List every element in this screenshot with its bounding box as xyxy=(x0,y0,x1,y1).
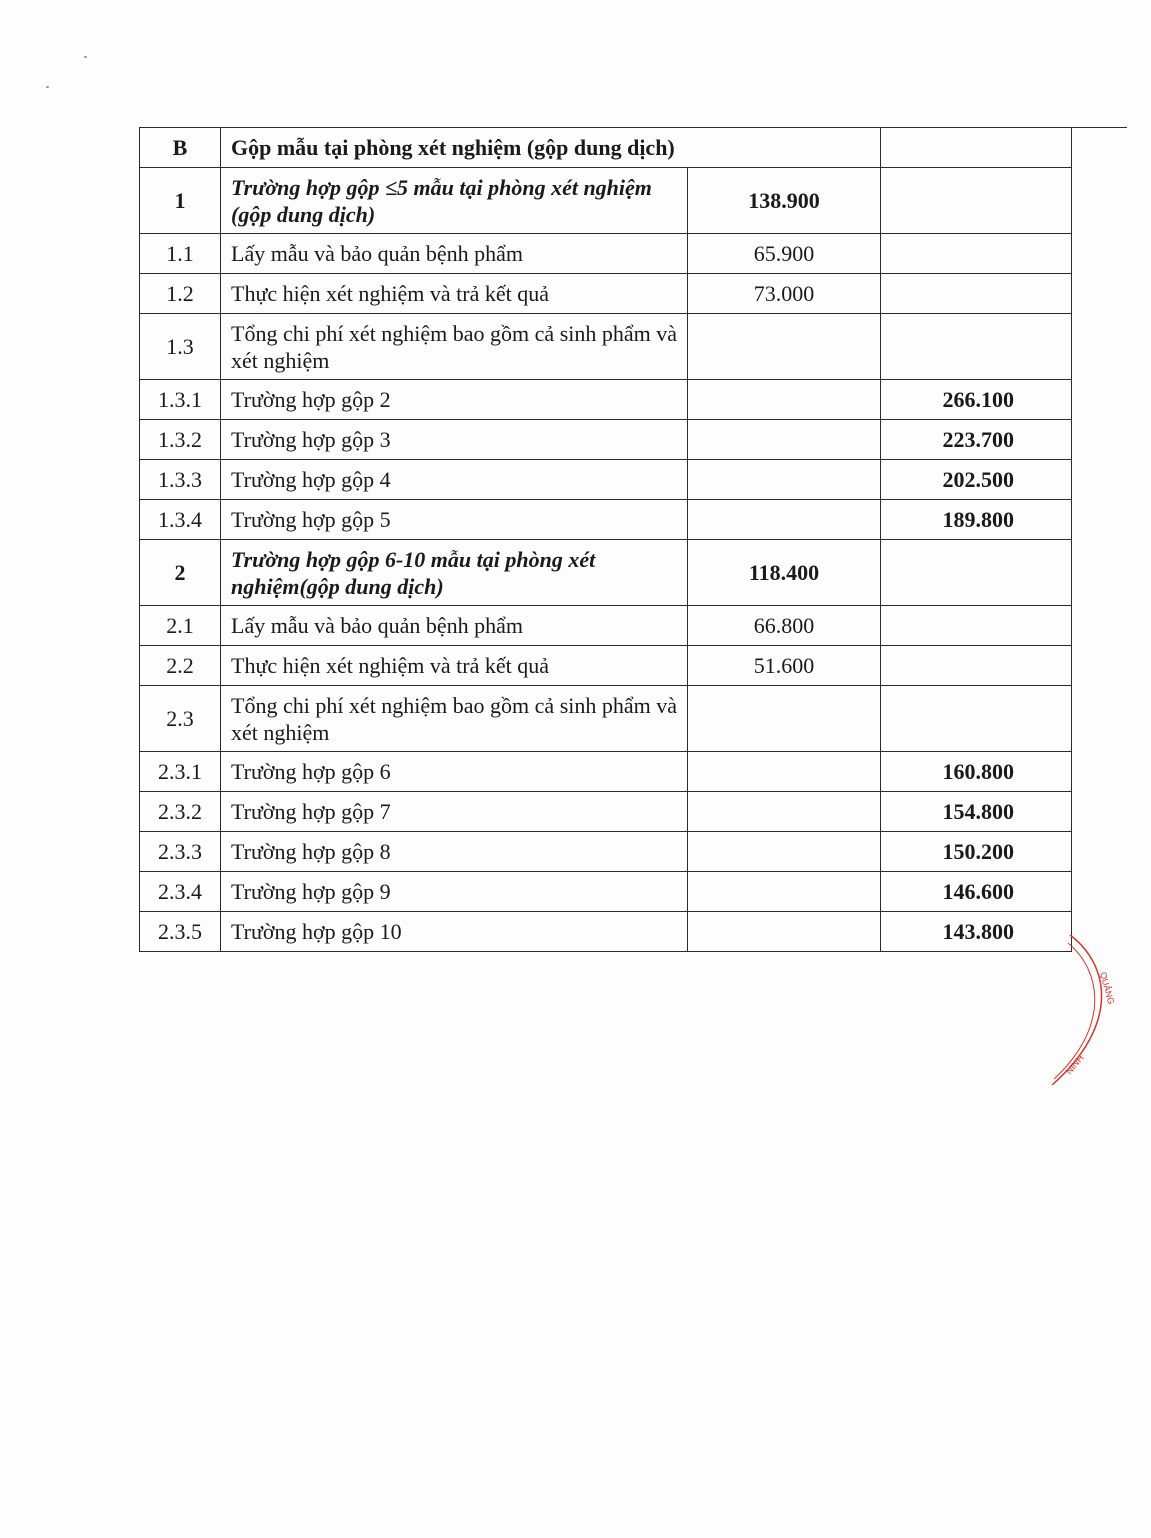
row-extra-cell xyxy=(1072,540,1127,606)
row-unit-price xyxy=(688,420,881,460)
row-total-price: 189.800 xyxy=(881,500,1072,540)
row-extra-cell xyxy=(1072,686,1127,752)
seal-text-bottom: NINH xyxy=(1063,1053,1086,1077)
row-number: 1 xyxy=(140,168,221,234)
row-description: Trường hợp gộp 5 xyxy=(221,500,688,540)
row-description: Lấy mẫu và bảo quản bệnh phẩm xyxy=(221,234,688,274)
row-number: 1.3 xyxy=(140,314,221,380)
row-extra-cell xyxy=(1072,500,1127,540)
table-row xyxy=(140,500,1127,540)
table-row xyxy=(140,792,1127,832)
scan-speck xyxy=(46,86,49,88)
section-header-row xyxy=(140,128,1127,168)
table-row xyxy=(140,646,1127,686)
row-extra-cell xyxy=(1072,420,1127,460)
table-row xyxy=(140,420,1127,460)
row-total-price xyxy=(881,274,1072,314)
row-unit-price xyxy=(688,912,881,952)
row-total-price xyxy=(881,646,1072,686)
row-total-price: 160.800 xyxy=(881,752,1072,792)
row-total-price xyxy=(881,314,1072,380)
row-number: 1.3.3 xyxy=(140,460,221,500)
row-total-price: 202.500 xyxy=(881,460,1072,500)
row-unit-price: 51.600 xyxy=(688,646,881,686)
seal-text-top: QUẢNG xyxy=(1098,970,1117,1006)
row-extra-cell xyxy=(1072,752,1127,792)
row-number: 2.1 xyxy=(140,606,221,646)
section-title: Gộp mẫu tại phòng xét nghiệm (gộp dung dịch) xyxy=(221,128,881,168)
row-total-price: 146.600 xyxy=(881,872,1072,912)
table-row xyxy=(140,274,1127,314)
row-number: 2.3.2 xyxy=(140,792,221,832)
row-description: Trường hợp gộp 9 xyxy=(221,872,688,912)
table-row xyxy=(140,752,1127,792)
row-description: Tổng chi phí xét nghiệm bao gồm cả sinh phẩm và xét nghiệm xyxy=(221,314,688,380)
red-seal-stamp xyxy=(1040,935,1150,1095)
row-unit-price: 118.400 xyxy=(688,540,881,606)
row-unit-price: 66.800 xyxy=(688,606,881,646)
row-total-price: 266.100 xyxy=(881,380,1072,420)
row-unit-price: 138.900 xyxy=(688,168,881,234)
row-number: 2.3 xyxy=(140,686,221,752)
row-unit-price: 73.000 xyxy=(688,274,881,314)
table-body xyxy=(140,128,1127,952)
row-unit-price xyxy=(688,460,881,500)
row-number: 1.3.4 xyxy=(140,500,221,540)
table-row xyxy=(140,460,1127,500)
row-extra-cell xyxy=(1072,234,1127,274)
row-number: 2 xyxy=(140,540,221,606)
row-unit-price xyxy=(688,872,881,912)
section-code: B xyxy=(140,128,221,168)
row-total-price xyxy=(881,234,1072,274)
row-unit-price xyxy=(688,686,881,752)
row-description: Lấy mẫu và bảo quản bệnh phẩm xyxy=(221,606,688,646)
section-extra-cell xyxy=(1072,128,1127,168)
row-number: 2.3.1 xyxy=(140,752,221,792)
row-number: 1.3.2 xyxy=(140,420,221,460)
row-total-price: 223.700 xyxy=(881,420,1072,460)
row-unit-price xyxy=(688,380,881,420)
row-total-price xyxy=(881,686,1072,752)
table-row xyxy=(140,912,1127,952)
row-description: Trường hợp gộp 3 xyxy=(221,420,688,460)
table-row xyxy=(140,234,1127,274)
row-number: 1.3.1 xyxy=(140,380,221,420)
table-row xyxy=(140,686,1127,752)
row-description: Trường hợp gộp 7 xyxy=(221,792,688,832)
table-row xyxy=(140,380,1127,420)
row-total-price: 150.200 xyxy=(881,832,1072,872)
table-row xyxy=(140,606,1127,646)
row-extra-cell xyxy=(1072,380,1127,420)
price-table xyxy=(139,127,1127,952)
section-total-cell xyxy=(881,128,1072,168)
row-number: 2.3.3 xyxy=(140,832,221,872)
table-row xyxy=(140,832,1127,872)
row-description: Trường hợp gộp 6-10 mẫu tại phòng xét nghiệm(gộp dung dịch) xyxy=(221,540,688,606)
row-description: Trường hợp gộp 8 xyxy=(221,832,688,872)
table-row xyxy=(140,168,1127,234)
row-extra-cell xyxy=(1072,606,1127,646)
row-extra-cell xyxy=(1072,872,1127,912)
row-unit-price: 65.900 xyxy=(688,234,881,274)
row-extra-cell xyxy=(1072,646,1127,686)
row-extra-cell xyxy=(1072,274,1127,314)
row-number: 2.3.4 xyxy=(140,872,221,912)
row-extra-cell xyxy=(1072,460,1127,500)
row-extra-cell xyxy=(1072,168,1127,234)
row-total-price xyxy=(881,606,1072,646)
row-description: Thực hiện xét nghiệm và trả kết quả xyxy=(221,274,688,314)
row-extra-cell xyxy=(1072,792,1127,832)
row-number: 1.1 xyxy=(140,234,221,274)
row-total-price xyxy=(881,540,1072,606)
table-row xyxy=(140,872,1127,912)
row-number: 2.2 xyxy=(140,646,221,686)
row-number: 2.3.5 xyxy=(140,912,221,952)
row-total-price xyxy=(881,168,1072,234)
row-unit-price xyxy=(688,752,881,792)
row-number: 1.2 xyxy=(140,274,221,314)
table-row xyxy=(140,314,1127,380)
row-description: Trường hợp gộp 4 xyxy=(221,460,688,500)
row-description: Tổng chi phí xét nghiệm bao gồm cả sinh phẩm và xét nghiệm xyxy=(221,686,688,752)
row-total-price: 143.800 xyxy=(881,912,1072,952)
row-unit-price xyxy=(688,832,881,872)
row-description: Trường hợp gộp 2 xyxy=(221,380,688,420)
row-description: Trường hợp gộp 10 xyxy=(221,912,688,952)
row-unit-price xyxy=(688,314,881,380)
row-total-price: 154.800 xyxy=(881,792,1072,832)
row-description: Trường hợp gộp ≤5 mẫu tại phòng xét nghiệm (gộp dung dịch) xyxy=(221,168,688,234)
row-description: Thực hiện xét nghiệm và trả kết quả xyxy=(221,646,688,686)
row-unit-price xyxy=(688,792,881,832)
table-row xyxy=(140,540,1127,606)
row-extra-cell xyxy=(1072,314,1127,380)
scan-speck xyxy=(84,56,87,58)
row-extra-cell xyxy=(1072,832,1127,872)
row-unit-price xyxy=(688,500,881,540)
row-description: Trường hợp gộp 6 xyxy=(221,752,688,792)
